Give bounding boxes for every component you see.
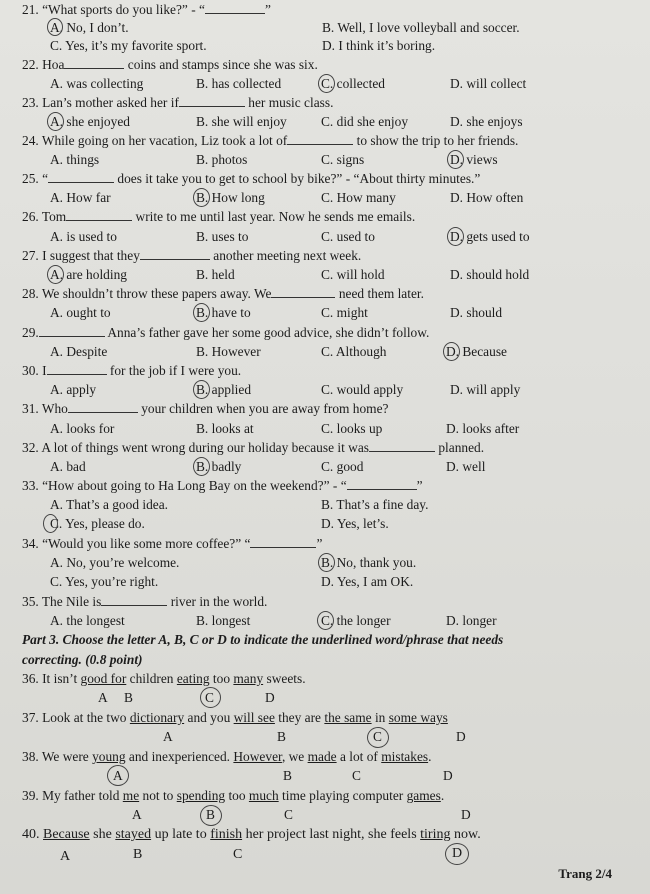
q40-underlined-a: Because: [43, 827, 90, 842]
q25-option-b: B. How long: [196, 190, 265, 205]
q36-underlined-b: eating: [176, 671, 210, 686]
q38-text: and inexperienced.: [125, 749, 234, 764]
question-32-stem: 32. A lot of things went wrong during our holiday because it was: [22, 440, 369, 455]
q38-letter-b: B: [283, 768, 292, 783]
question-32: [22, 440, 484, 456]
q27-option-b: B. held: [196, 267, 235, 282]
question-31-stem: 31. Who: [22, 401, 68, 416]
q38-text: .: [428, 749, 432, 764]
q40-text: now.: [450, 827, 481, 842]
answer-blank: [205, 2, 265, 14]
q37-underlined-a: dictionary: [129, 710, 185, 725]
q30-option-d: D. will apply: [450, 382, 521, 397]
question-37: [22, 710, 448, 726]
q25-option-a: A. How far: [50, 190, 111, 205]
question-30-stem: 30. I: [22, 363, 47, 378]
answer-blank: [47, 363, 107, 375]
question-34-stem-end: ”: [316, 536, 323, 551]
question-25: [22, 171, 480, 187]
question-23: [22, 95, 333, 111]
q38-letter-d: D: [443, 768, 453, 783]
q37-letter-b: B: [277, 729, 286, 744]
q30-option-c: C. would apply: [321, 382, 404, 397]
q24-option-b: B. photos: [196, 152, 248, 167]
q40-letter-c: C: [233, 847, 243, 862]
question-24: [22, 133, 518, 149]
q36-letter-b: B: [124, 690, 133, 705]
q22-option-a: A. was collecting: [50, 76, 144, 91]
q28-option-d: D. should: [450, 305, 503, 320]
question-30-stem-end: for the job if I were you.: [106, 363, 242, 378]
q40-letter-d: D: [452, 846, 463, 861]
question-25-stem-end: does it take you to get to school by bike?” - “About thirty minutes.”: [114, 171, 481, 186]
q39-text: 39. My father told: [22, 788, 123, 803]
answer-blank: [39, 325, 105, 337]
answer-blank: [271, 286, 335, 298]
q39-underlined-d: games: [406, 788, 441, 803]
q32-option-c: C. good: [321, 459, 364, 474]
q28-option-c: C. might: [321, 305, 368, 320]
q37-text: 37. Look at the two: [22, 710, 130, 725]
question-28-stem-end: need them later.: [335, 286, 424, 301]
q37-text: in: [371, 710, 389, 725]
part-3-heading: Part 3. Choose the letter A, B, C or D to indicate the underlined word/phrase that needs: [22, 632, 504, 647]
q28-option-b: B. have to: [196, 305, 251, 320]
question-24-stem-end: to show the trip to her friends.: [353, 133, 519, 148]
q37-underlined-b: will see: [233, 710, 275, 725]
q26-option-d: D. gets used to: [450, 229, 530, 244]
question-31: [22, 401, 389, 417]
q27-option-a: A. are holding: [50, 267, 127, 282]
q22-option-b: B. has collected: [196, 76, 282, 91]
q24-option-d: D. views: [450, 152, 498, 167]
q40-letter-b: B: [133, 847, 143, 862]
q40-text: up late to: [151, 827, 211, 842]
q35-option-c: C. the longer: [321, 613, 391, 628]
question-26: [22, 209, 415, 225]
question-33: [22, 478, 423, 494]
question-26-stem-end: write to me until last year. Now he sends me emails.: [132, 209, 416, 224]
q21-option-d: D. I think it’s boring.: [322, 38, 436, 53]
q36-letter-d: D: [265, 690, 275, 705]
question-24-stem: 24. While going on her vacation, Liz took a lot of: [22, 133, 288, 148]
q35-option-b: B. longest: [196, 613, 251, 628]
q24-option-a: A. things: [50, 152, 100, 167]
q31-option-c: C. looks up: [321, 421, 383, 436]
answer-blank: [287, 133, 353, 145]
q22-option-d: D. will collect: [450, 76, 527, 91]
q33-option-a: A. That’s a good idea.: [50, 497, 169, 512]
q33-option-b: B. That’s a fine day.: [321, 497, 429, 512]
part-3-heading-cont: correcting. (0.8 point): [22, 652, 143, 667]
q32-option-a: A. bad: [50, 459, 86, 474]
q37-text: they are: [274, 710, 325, 725]
q40-letter-a: A: [60, 849, 71, 864]
q39-underlined-b: spending: [176, 788, 226, 803]
question-40: [22, 827, 481, 843]
question-27-stem: 27. I suggest that they: [22, 248, 140, 263]
question-25-stem: 25. “: [22, 171, 49, 186]
q38-letter-a: A: [113, 768, 123, 783]
q30-option-b: B. applied: [196, 382, 252, 397]
q32-option-b: B. badly: [196, 459, 242, 474]
q25-option-c: C. How many: [321, 190, 396, 205]
answer-blank: [48, 171, 114, 183]
question-35-stem: 35. The Nile is: [22, 594, 102, 609]
q29-option-a: A. Despite: [50, 344, 108, 359]
question-30: [22, 363, 241, 379]
q29-option-d: D. Because: [446, 344, 507, 359]
q23-option-b: B. she will enjoy: [196, 114, 287, 129]
answer-blank: [250, 536, 316, 548]
q26-option-b: B. uses to: [196, 229, 249, 244]
q33-option-c: C. Yes, please do.: [50, 516, 145, 531]
answer-blank: [101, 594, 167, 606]
answer-blank: [347, 478, 417, 490]
q24-option-c: C. signs: [321, 152, 365, 167]
q39-letter-c: C: [284, 807, 293, 822]
q34-option-a: A. No, you’re welcome.: [50, 555, 180, 570]
q34-option-b: B. No, thank you.: [321, 555, 417, 570]
q37-letter-a: A: [163, 729, 173, 744]
question-33-stem: 33. “How about going to Ha Long Bay on the weekend?” - “: [22, 478, 347, 493]
q35-option-d: D. longer: [446, 613, 497, 628]
q40-underlined-c: finish: [210, 827, 243, 842]
page-number: Trang 2/4: [558, 866, 612, 881]
q38-text: 38. We were: [22, 749, 93, 764]
question-22: [22, 57, 318, 73]
q39-text: too: [225, 788, 249, 803]
q21-option-b: B. Well, I love volleyball and soccer.: [322, 20, 520, 35]
q30-option-a: A. apply: [50, 382, 97, 397]
q27-option-d: D. should hold: [450, 267, 530, 282]
question-38: [22, 749, 431, 765]
q38-text: a lot of: [336, 749, 382, 764]
q38-underlined-b: However: [233, 749, 282, 764]
q35-option-a: A. the longest: [50, 613, 125, 628]
q23-option-d: D. she enjoys: [450, 114, 523, 129]
q37-underlined-d: some ways: [388, 710, 448, 725]
question-21-stem: 21. “What sports do you like?” - “: [22, 2, 205, 17]
q39-letter-d: D: [461, 807, 471, 822]
q36-underlined-c: many: [233, 671, 264, 686]
question-29: [22, 325, 429, 341]
question-23-stem: 23. Lan’s mother asked her if: [22, 95, 179, 110]
q37-text: and you: [184, 710, 234, 725]
question-29-stem: 29.: [22, 325, 39, 340]
question-33-stem-end: ”: [416, 478, 423, 493]
answer-blank: [369, 440, 435, 452]
q39-letter-a: A: [132, 807, 142, 822]
q36-letter-a: A: [98, 690, 108, 705]
q38-underlined-a: young: [92, 749, 126, 764]
question-21: [22, 2, 271, 18]
q38-letter-c: C: [352, 768, 361, 783]
q36-underlined-a: good for: [80, 671, 127, 686]
q29-option-c: C. Although: [321, 344, 387, 359]
q29-option-b: B. However: [196, 344, 261, 359]
q23-option-a: A. she enjoyed: [50, 114, 130, 129]
question-34-stem: 34. “Would you like some more coffee?” “: [22, 536, 251, 551]
q25-option-d: D. How often: [450, 190, 524, 205]
q31-option-d: D. looks after: [446, 421, 520, 436]
q22-option-c: C. collected: [321, 76, 385, 91]
question-22-stem: 22. Hoa: [22, 57, 65, 72]
question-32-stem-end: planned.: [435, 440, 485, 455]
q38-underlined-c: made: [307, 749, 337, 764]
question-35: [22, 594, 267, 610]
question-27-stem-end: another meeting next week.: [209, 248, 362, 263]
q36-text: children: [126, 671, 177, 686]
q40-text: she: [89, 827, 116, 842]
q31-option-a: A. looks for: [50, 421, 115, 436]
question-29-stem-end: Anna’s father gave her some good advice, she didn’t follow.: [104, 325, 430, 340]
q39-underlined-a: me: [122, 788, 140, 803]
q40-text: her project last night, she feels: [242, 827, 421, 842]
q39-letter-b: B: [206, 807, 215, 822]
q26-option-a: A. is used to: [50, 229, 117, 244]
q37-letter-c: C: [373, 729, 382, 744]
q36-text: too: [209, 671, 234, 686]
q36-text: sweets.: [263, 671, 306, 686]
q34-option-d: D. Yes, I am OK.: [321, 574, 414, 589]
q39-text: time playing computer: [278, 788, 407, 803]
q21-option-c: C. Yes, it’s my favorite sport.: [50, 38, 207, 53]
answer-blank: [66, 209, 132, 221]
q39-text: not to: [139, 788, 177, 803]
q27-option-c: C. will hold: [321, 267, 385, 282]
question-27: [22, 248, 361, 264]
question-23-stem-end: her music class.: [244, 95, 334, 110]
answer-blank: [179, 95, 245, 107]
q40-text: 40.: [22, 827, 43, 842]
question-28: [22, 286, 424, 302]
q34-option-c: C. Yes, you’re right.: [50, 574, 159, 589]
q40-underlined-d: tiring: [420, 827, 451, 842]
answer-blank: [64, 57, 124, 69]
question-22-stem-end: coins and stamps since she was six.: [124, 57, 318, 72]
q28-option-a: A. ought to: [50, 305, 111, 320]
answer-blank: [140, 248, 210, 260]
question-26-stem: 26. Tom: [22, 209, 67, 224]
q26-option-c: C. used to: [321, 229, 375, 244]
q32-option-d: D. well: [446, 459, 486, 474]
answer-blank: [68, 401, 138, 413]
q39-text: .: [440, 788, 445, 803]
q31-option-b: B. looks at: [196, 421, 254, 436]
q36-text: 36. It isn’t: [22, 671, 81, 686]
q21-option-a: A. No, I don’t.: [50, 20, 129, 35]
q36-letter-c: C: [205, 690, 214, 705]
question-28-stem: 28. We shouldn’t throw these papers away. We: [22, 286, 272, 301]
q40-underlined-b: stayed: [115, 827, 152, 842]
q38-text: , we: [281, 749, 308, 764]
q39-underlined-c: much: [248, 788, 279, 803]
question-35-stem-end: river in the world.: [167, 594, 268, 609]
question-31-stem-end: your children when you are away from home?: [137, 401, 389, 416]
q37-underlined-c: the same: [324, 710, 372, 725]
question-21-stem-end: ”: [264, 2, 271, 17]
question-39: [22, 788, 444, 804]
question-34: [22, 536, 322, 552]
q38-underlined-d: mistakes: [381, 749, 429, 764]
q33-option-d: D. Yes, let’s.: [321, 516, 389, 531]
q23-option-c: C. did she enjoy: [321, 114, 409, 129]
question-36: [22, 671, 306, 687]
q37-letter-d: D: [456, 729, 466, 744]
